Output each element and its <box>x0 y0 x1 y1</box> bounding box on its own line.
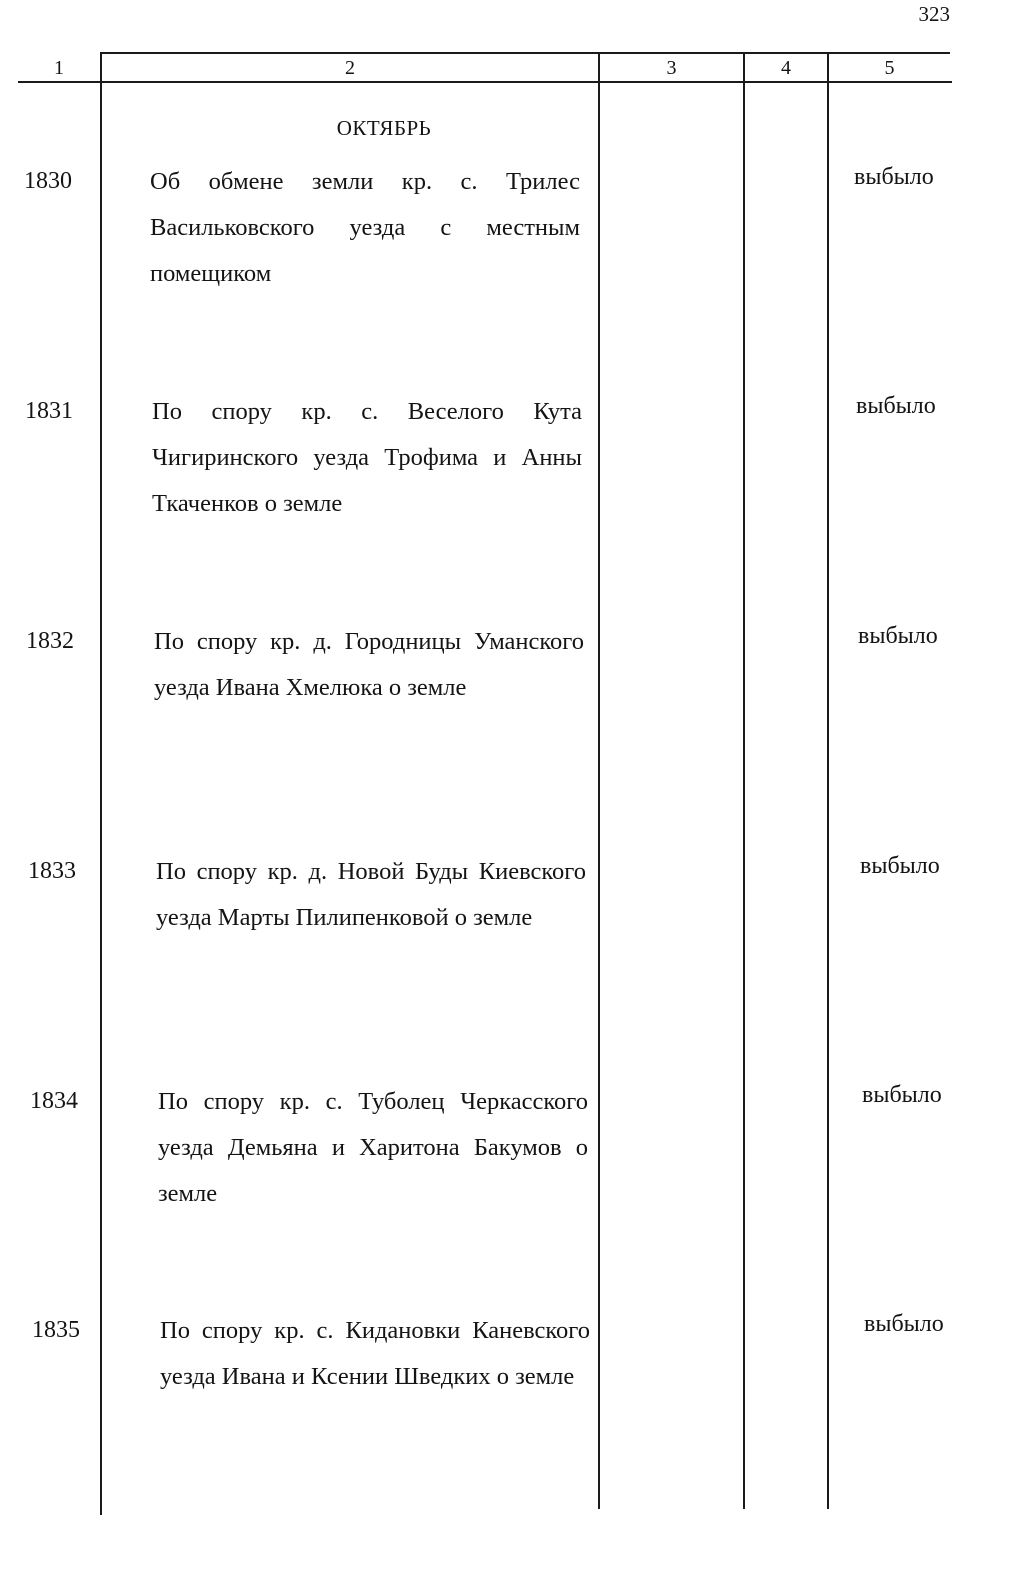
entry-number: 1833 <box>28 858 76 884</box>
entry-description: По спору кр. с. Веселого Кута Чигиринского уезда Трофима и Анны Ткаченков о земле <box>152 398 582 517</box>
entry-note: выбыло <box>854 164 934 190</box>
header-bottom-rule <box>18 81 952 83</box>
column-divider-2 <box>598 52 600 1509</box>
entry-number: 1830 <box>24 168 72 194</box>
entry-description: По спору кр. с. Туболец Черкасского уезда Демьяна и Харитона Бакумов о земле <box>158 1088 588 1207</box>
entry-description: По спору кр. д. Новой Буды Киевского уезда Марты Пилипенковой о земле <box>156 858 586 931</box>
entry-description: По спору кр. с. Кидановки Каневского уезда Ивана и Ксении Шведких о земле <box>160 1317 590 1390</box>
entry-note: выбыло <box>864 1311 944 1337</box>
column-header-5: 5 <box>884 57 895 79</box>
column-header-2: 2 <box>345 57 355 79</box>
column-header-3: 3 <box>666 57 677 79</box>
column-divider-3 <box>743 52 745 1509</box>
entry-note: выбыло <box>858 623 938 649</box>
entry-number: 1834 <box>30 1088 78 1114</box>
table-top-rule <box>100 52 950 54</box>
entry-description: По спору кр. д. Городницы Уманского уезда Ивана Хмелюка о земле <box>154 628 584 701</box>
entry-number: 1832 <box>26 628 74 654</box>
entry-number: 1835 <box>32 1317 80 1343</box>
column-divider-1 <box>100 52 102 1515</box>
column-header-1: 1 <box>54 57 64 79</box>
entry-number: 1831 <box>25 398 73 424</box>
entry-note: выбыло <box>862 1082 942 1108</box>
month-heading: ОКТЯБРЬ <box>336 116 432 140</box>
page-number: 323 <box>918 2 950 26</box>
entry-description: Об обмене земли кр. с. Трилес Васильковского уезда с местным помещиком <box>150 168 580 287</box>
column-divider-4 <box>827 52 829 1509</box>
column-header-4: 4 <box>781 57 791 79</box>
entry-note: выбыло <box>860 853 940 879</box>
entry-note: выбыло <box>856 393 936 419</box>
